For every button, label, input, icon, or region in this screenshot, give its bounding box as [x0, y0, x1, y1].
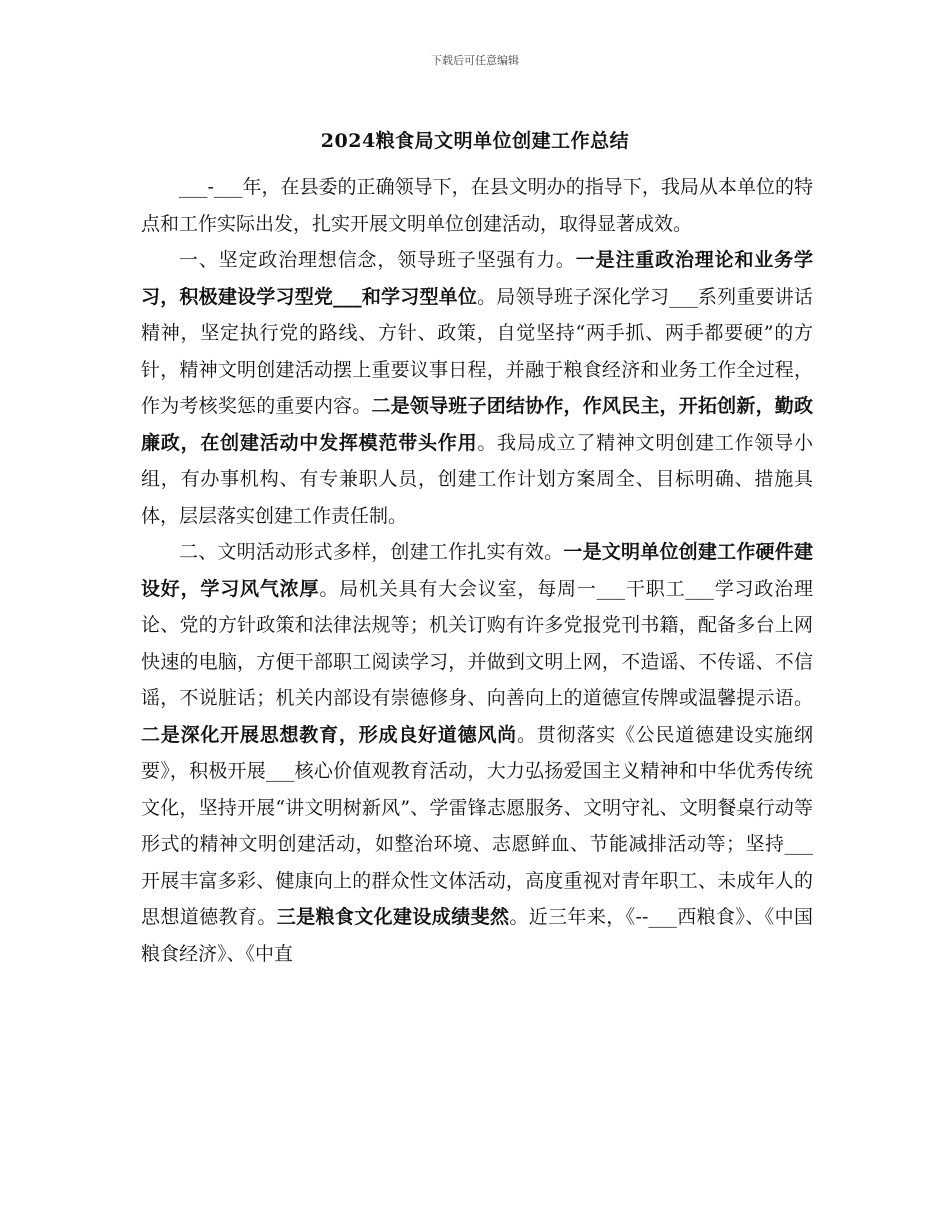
paragraph-intro [141, 169, 813, 242]
section-heading: 一、坚定政治理想信念，领导班子坚强有力。 [179, 249, 576, 271]
bold-point-one: 一是文明单位创建工作硬件建设好，学习风气浓厚 [141, 541, 813, 600]
page-header-note: 下载后可任意编辑 [431, 54, 519, 67]
section-heading: 二、文明活动形式多样，创建工作扎实有效。 [179, 541, 564, 563]
paragraph-text: 。我局成立了精神文明创建工作领导小组，有办事机构、有专兼职人员，创建工作计划方案周全、目标明确、措施具体，层层落实创建工作责任制。 [141, 431, 813, 527]
paragraph-section-two [141, 534, 813, 972]
bold-point-two: 二是领导班子团结协作，作风民主，开拓创新，勤政廉政，在创建活动中发挥模范带头作用 [141, 395, 813, 454]
bold-point-two: 二是深化开展思想教育，形成良好道德风尚 [141, 723, 517, 746]
paragraph-text: ___-___年，在县委的正确领导下，在县文明办的指导下，我局从本单位的特点和工作实际出发，扎实开展文明单位创建活动，取得显著成效。 [141, 176, 813, 235]
bold-point-one: 一是注重政治理论和业务学习，积极建设学习型党___和学习型单位 [141, 249, 813, 308]
paragraph-text: 。局机关具有大会议室，每周一___干职工___学习政治理论、党的方针政策和法律法规等；机关订购有许多党报党刊书籍，配备多台上网快速的电脑，方便干部职工阅读学习，并做到文明上网，不造谣、不传谣、不信谣，不说脏话；机关内部设有崇德修身、向善向上的道德宣传牌或温馨提示语。 [141, 577, 813, 709]
document-body [141, 169, 813, 972]
paragraph-text: 。局领导班子深化学习___系列重要讲话精神，坚定执行党的路线、方针、政策，自觉坚持“两手抓、两手都要硬”的方针，精神文明创建活动摆上重要议事日程，并融于粮食经济和业务工作全过程，作为考核奖惩的重要内容。 [141, 285, 813, 417]
bold-point-three: 三是粮食文化建设成绩斐然 [276, 906, 510, 928]
paragraph-text: 。近三年来，《--___西粮食》、《中国粮食经济》、《中直 [141, 906, 813, 965]
paragraph-text: 。贯彻落实《公民道德建设实施纲要》，积极开展___核心价值观教育活动，大力弘扬爱国主义精神和中华优秀传统文化，坚持开展“讲文明树新风”、学雷锋志愿服务、文明守礼、文明餐桌行动等形式的精神文明创建活动，如整治环境、志愿鲜血、节能减排活动等；坚持___开展丰富多彩、健康向上的群众性文体活动，高度重视对青年职工、未成年人的思想道德教育。 [141, 723, 813, 928]
paragraph-section-one [141, 242, 813, 534]
document-title: 2024粮食局文明单位创建工作总结 [320, 130, 630, 152]
